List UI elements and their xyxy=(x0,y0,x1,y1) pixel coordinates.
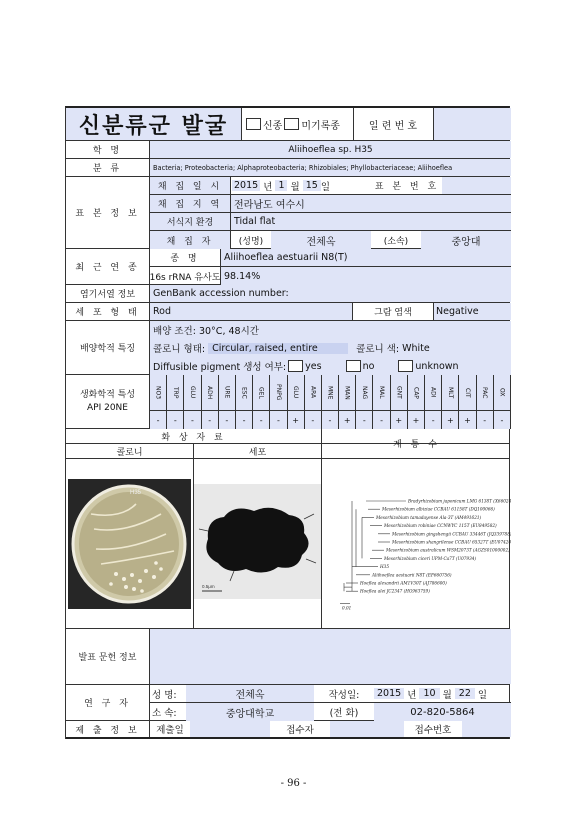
collector-name-label: (성명) xyxy=(238,236,264,247)
cell-shape-value[interactable]: Rod xyxy=(150,303,352,320)
colony-morphology xyxy=(150,339,511,357)
submit-date-value[interactable] xyxy=(190,721,270,737)
write-day: 22 xyxy=(455,688,475,699)
receipt-number-value[interactable] xyxy=(462,721,511,737)
scientific-name-value[interactable]: Aliihoeflea sp. H35 xyxy=(150,141,511,158)
species-name-label: 종 명 xyxy=(170,254,200,264)
similarity-label: 16s rRNA 유사도 xyxy=(150,272,220,283)
colony-image-cell xyxy=(66,459,193,629)
tree-taxon-label: Aliihoeflea aestuarii N8T (EF660756) xyxy=(372,572,452,578)
biochem-test-result[interactable]: + xyxy=(442,411,459,429)
serial-number-value[interactable] xyxy=(434,108,511,140)
biochem-test-name: NAG xyxy=(360,385,368,400)
biochem-test-name: PNPG xyxy=(274,384,282,401)
colony-plate-image xyxy=(66,459,193,629)
collector-affiliation-label: (소속) xyxy=(383,236,409,247)
biochem-test-header xyxy=(459,375,476,411)
biochem-test-result[interactable]: - xyxy=(184,411,201,429)
biochem-test-name: MLT xyxy=(446,386,454,399)
researcher-affiliation-label: 소 속: xyxy=(152,708,177,719)
biochem-test-result[interactable]: + xyxy=(339,411,356,429)
researcher-affiliation-value[interactable]: 중앙대학교 xyxy=(186,703,314,721)
specimen-number-value[interactable] xyxy=(442,177,511,194)
biochem-test-name: ESC xyxy=(240,386,248,399)
biochem-test-header xyxy=(305,375,322,411)
tree-taxon-label: Mesorhizobium tamadayense Ala-3T (AM491621) xyxy=(376,514,482,520)
culture-section-label: 배양학적 특징 xyxy=(79,344,136,354)
taxon-discovery-form xyxy=(65,106,510,739)
tree-taxon-label: Mesorhizobium gingshengii CCBAU 33446T (JQ339788) xyxy=(392,531,511,537)
cell-label: 세포 xyxy=(248,447,267,458)
biochem-test-name: GNT xyxy=(395,386,403,399)
pigment-no-checkbox[interactable] xyxy=(346,360,361,372)
biochem-test-result[interactable]: - xyxy=(373,411,390,429)
tree-taxon-label: Mesorhizobium australicum WSM2073T (AGZS01000002) xyxy=(386,547,510,553)
habitat-label: 서식지 환경 xyxy=(150,213,230,230)
new-species-checkbox[interactable] xyxy=(246,118,261,130)
biochem-test-header xyxy=(167,375,184,411)
biochem-test-name: TRP xyxy=(171,386,179,399)
write-date-value[interactable] xyxy=(374,685,511,702)
pigment-yes-checkbox[interactable] xyxy=(288,360,303,372)
biochem-test-header xyxy=(442,375,459,411)
culture-condition-value: 30°C, 48시간 xyxy=(198,326,259,337)
biochem-test-result[interactable]: - xyxy=(150,411,167,429)
phylogenetic-tree xyxy=(322,459,511,629)
receiver-label: 접수자 xyxy=(286,725,314,736)
gram-stain-label: 그람 염색 xyxy=(374,308,412,318)
phylogenetic-tree-cell xyxy=(322,459,511,629)
colony-shape-value[interactable]: Circular, raised, entire xyxy=(208,343,348,354)
pigment-row xyxy=(150,357,511,375)
biochem-test-result[interactable]: - xyxy=(167,411,184,429)
culture-section xyxy=(66,321,509,375)
api-20ne-label: API 20NE xyxy=(87,402,128,413)
write-date-label: 작성일: xyxy=(328,689,360,701)
cell-shape-label: 세 포 형 태 xyxy=(75,308,140,318)
biochem-test-name: MNE xyxy=(326,385,334,400)
unrecorded-checkbox[interactable] xyxy=(284,118,299,130)
biochem-test-header xyxy=(391,375,408,411)
collection-date-value[interactable] xyxy=(232,177,372,194)
unrecorded-label: 미기록종 xyxy=(301,120,340,132)
biochem-test-result[interactable]: - xyxy=(356,411,373,429)
biochem-test-result[interactable]: + xyxy=(288,411,305,429)
phone-value[interactable]: 02-820-5864 xyxy=(374,703,511,721)
classification-value[interactable]: Bacteria; Proteobacteria; Alphaproteobacteria; Rhizobiales; Phyllobacteriaceae; Aliihoeflea xyxy=(150,159,511,176)
classification-label: 분 류 xyxy=(92,164,123,174)
cell-tem-image xyxy=(194,459,321,629)
tree-taxon-label: Mesorhizobium ciceri UPM-Ca7T (U07934) xyxy=(384,555,477,561)
tree-taxon-label: H35 xyxy=(380,564,389,570)
biochem-test-result[interactable]: - xyxy=(219,411,236,429)
culture-condition-label: 배양 조건: xyxy=(153,326,196,337)
publication-label: 발표 문헌 정보 xyxy=(78,653,137,663)
new-species-label: 신종 xyxy=(263,120,283,132)
researcher-label: 연 구 자 xyxy=(84,699,131,709)
pigment-yes-label: yes xyxy=(305,360,322,372)
collection-region-label: 채 집 지 역 xyxy=(150,195,230,212)
collector-row xyxy=(150,231,511,249)
biochem-test-header xyxy=(219,375,236,411)
biochem-test-header xyxy=(425,375,442,411)
submission-row xyxy=(66,721,509,739)
biochem-test-header xyxy=(339,375,356,411)
biochem-test-name: GLU xyxy=(292,386,300,399)
write-year: 2015 xyxy=(374,688,404,699)
biochem-test-header xyxy=(184,375,201,411)
collector-name-value[interactable]: 전체옥 xyxy=(271,231,371,249)
collector-affiliation-value[interactable]: 중앙대 xyxy=(421,231,511,249)
biochem-test-name: ARA xyxy=(309,386,317,399)
colony-label: 콜로니 xyxy=(116,447,143,458)
pigment-unknown-label: unknown xyxy=(415,360,459,372)
specimen-number-label: 표 본 번 호 xyxy=(374,182,440,192)
collection-year: 2015 xyxy=(234,180,259,191)
researcher-section xyxy=(66,685,509,721)
biochem-test-result[interactable]: + xyxy=(459,411,476,429)
biochem-test-result[interactable]: - xyxy=(202,411,219,429)
form-title: 신분류군 발굴 xyxy=(78,113,229,139)
collection-date-label: 채 집 일 시 xyxy=(150,177,230,194)
images-content-row xyxy=(66,459,509,629)
biochem-test-header xyxy=(356,375,373,411)
submission-label: 제 출 정 보 xyxy=(75,725,140,736)
collection-date-row xyxy=(150,177,511,195)
biochem-test-name: CIT xyxy=(464,387,472,398)
habitat-row xyxy=(150,213,511,231)
publication-row xyxy=(66,629,509,685)
biochem-test-header xyxy=(288,375,305,411)
biochem-test-header xyxy=(150,375,167,411)
sequence-info-label: 염기서열 정보 xyxy=(79,290,136,300)
receiver-value[interactable] xyxy=(330,721,404,737)
species-name-value[interactable]: Aliihoeflea aestuarii N8(T) xyxy=(221,249,511,266)
tree-taxon-label: Hoeflea alei JC2347 (HG963759) xyxy=(360,588,430,594)
year-unit: 년 xyxy=(263,181,273,193)
biochem-test-name: ADH xyxy=(206,385,214,400)
habitat-value[interactable]: Tidal flat xyxy=(231,213,511,230)
biochem-label: 생화학적 특성 xyxy=(79,389,136,400)
tree-taxon-label: Mesorhizobium shangrilense CCBAU 65327T (EU074203) xyxy=(392,539,511,545)
biochem-test-name: PAC xyxy=(481,386,489,399)
biochem-test-name: GEL xyxy=(257,386,265,399)
colony-shape-label: 콜로니 형태: xyxy=(153,344,206,355)
biochem-section xyxy=(66,375,509,429)
biochem-test-result[interactable]: - xyxy=(253,411,270,429)
colony-color-value[interactable]: White xyxy=(402,342,430,354)
receipt-number-label: 접수번호 xyxy=(414,725,452,736)
biochem-test-header xyxy=(494,375,511,411)
biochem-test-name: NO3 xyxy=(154,385,162,400)
biochem-test-name: OX xyxy=(498,388,506,397)
pigment-unknown-checkbox[interactable] xyxy=(398,360,413,372)
cell-shape-row xyxy=(66,303,509,321)
biochem-test-result[interactable]: + xyxy=(391,411,408,429)
closest-species-label: 최 근 연 종 xyxy=(75,263,140,273)
researcher-name-value[interactable]: 전체옥 xyxy=(186,685,314,702)
biochem-test-result[interactable]: - xyxy=(494,411,511,429)
biochem-test-header xyxy=(253,375,270,411)
specimen-section xyxy=(66,177,509,249)
images-section-label: 화 상 자 료 xyxy=(161,432,226,443)
serial-number-label: 일 련 번 호 xyxy=(368,120,418,132)
biochem-test-name: MAL xyxy=(378,386,386,399)
similarity-value[interactable]: 98.14% xyxy=(221,267,511,285)
write-year-unit: 년 xyxy=(407,689,417,701)
form-title-cell xyxy=(66,108,241,140)
biochem-test-header xyxy=(202,375,219,411)
researcher-name-label: 성 명: xyxy=(152,689,177,701)
biochem-test-header xyxy=(373,375,390,411)
biochem-test-name: MAN xyxy=(343,385,351,400)
biochem-grid xyxy=(150,375,511,429)
phone-label: (전 화) xyxy=(329,708,359,719)
similarity-row xyxy=(150,267,511,285)
collection-day: 15 xyxy=(303,180,321,191)
images-subheader-row xyxy=(66,444,509,459)
tree-taxon-label: Mesorhizobium robiniae CCNWYC 115T (EU849582) xyxy=(384,523,497,529)
biochem-test-result[interactable]: - xyxy=(477,411,494,429)
month-unit: 월 xyxy=(290,181,300,193)
cell-image-cell xyxy=(194,459,321,629)
images-header-row xyxy=(66,429,509,450)
pigment-label: Diffusible pigment 생성 여부: xyxy=(153,362,287,373)
collection-region-row xyxy=(150,195,511,213)
plate-mark: H35 xyxy=(130,490,142,496)
species-type-cell xyxy=(244,108,354,140)
scientific-name-row xyxy=(66,141,509,159)
specimen-section-label: 표 본 정 보 xyxy=(75,209,140,219)
pigment-no-label: no xyxy=(362,360,375,372)
scale-bar-label: 0.5μm xyxy=(202,584,215,589)
biochem-test-name: GLU xyxy=(188,386,196,399)
colony-color-label: 콜로니 색: xyxy=(356,344,400,355)
submit-date-label: 제출일 xyxy=(156,725,184,736)
tree-taxon-label: Bradyrhizobium japonicum LMG 6138T (X66024) xyxy=(408,498,511,504)
tree-taxon-label: Mesorhizobium albiziae CCBAU 61158T (DQ100066) xyxy=(382,506,495,512)
biochem-test-name: CAP xyxy=(412,386,420,399)
biochem-test-name: ADI xyxy=(429,387,437,398)
publication-value[interactable] xyxy=(150,629,511,684)
tree-label: 계 통 수 xyxy=(393,439,440,450)
scientific-name-label: 학 명 xyxy=(92,146,123,156)
biochem-test-result[interactable]: - xyxy=(270,411,287,429)
biochem-test-header xyxy=(236,375,253,411)
biochem-test-header xyxy=(322,375,339,411)
page-number: - 96 - xyxy=(280,778,307,789)
tree-taxon-label: Hoeflea alexandrii AM1V30T (AJ786600) xyxy=(360,580,447,586)
sequence-info-value[interactable]: GenBank accession number: xyxy=(150,285,511,302)
biochem-test-result[interactable]: + xyxy=(408,411,425,429)
write-month: 10 xyxy=(419,688,439,699)
researcher-name-row xyxy=(150,685,511,703)
biochem-test-result[interactable]: - xyxy=(236,411,253,429)
collection-month: 1 xyxy=(275,180,287,191)
biochem-section-label xyxy=(66,375,149,428)
biochem-test-header xyxy=(408,375,425,411)
collection-region-value[interactable]: 전라남도 여수시 xyxy=(231,195,511,212)
biochem-test-result[interactable]: - xyxy=(305,411,322,429)
culture-condition[interactable] xyxy=(150,321,511,339)
biochem-test-name: URE xyxy=(223,386,231,399)
write-day-unit: 일 xyxy=(477,689,488,701)
write-month-unit: 월 xyxy=(442,689,452,701)
biochem-test-header xyxy=(477,375,494,411)
classification-row xyxy=(66,159,509,177)
gram-stain-value[interactable]: Negative xyxy=(434,303,511,320)
day-unit: 일 xyxy=(320,181,331,193)
researcher-affiliation-row xyxy=(150,703,511,721)
tree-scale-label: 0.01 xyxy=(342,605,352,611)
collector-label: 채 집 자 xyxy=(150,231,230,249)
closest-species-section xyxy=(66,249,509,285)
title-row xyxy=(66,108,509,141)
biochem-test-result[interactable]: - xyxy=(322,411,339,429)
sequence-info-row xyxy=(66,285,509,303)
species-name-row xyxy=(150,249,511,267)
biochem-test-header xyxy=(270,375,287,411)
biochem-test-result[interactable]: - xyxy=(425,411,442,429)
